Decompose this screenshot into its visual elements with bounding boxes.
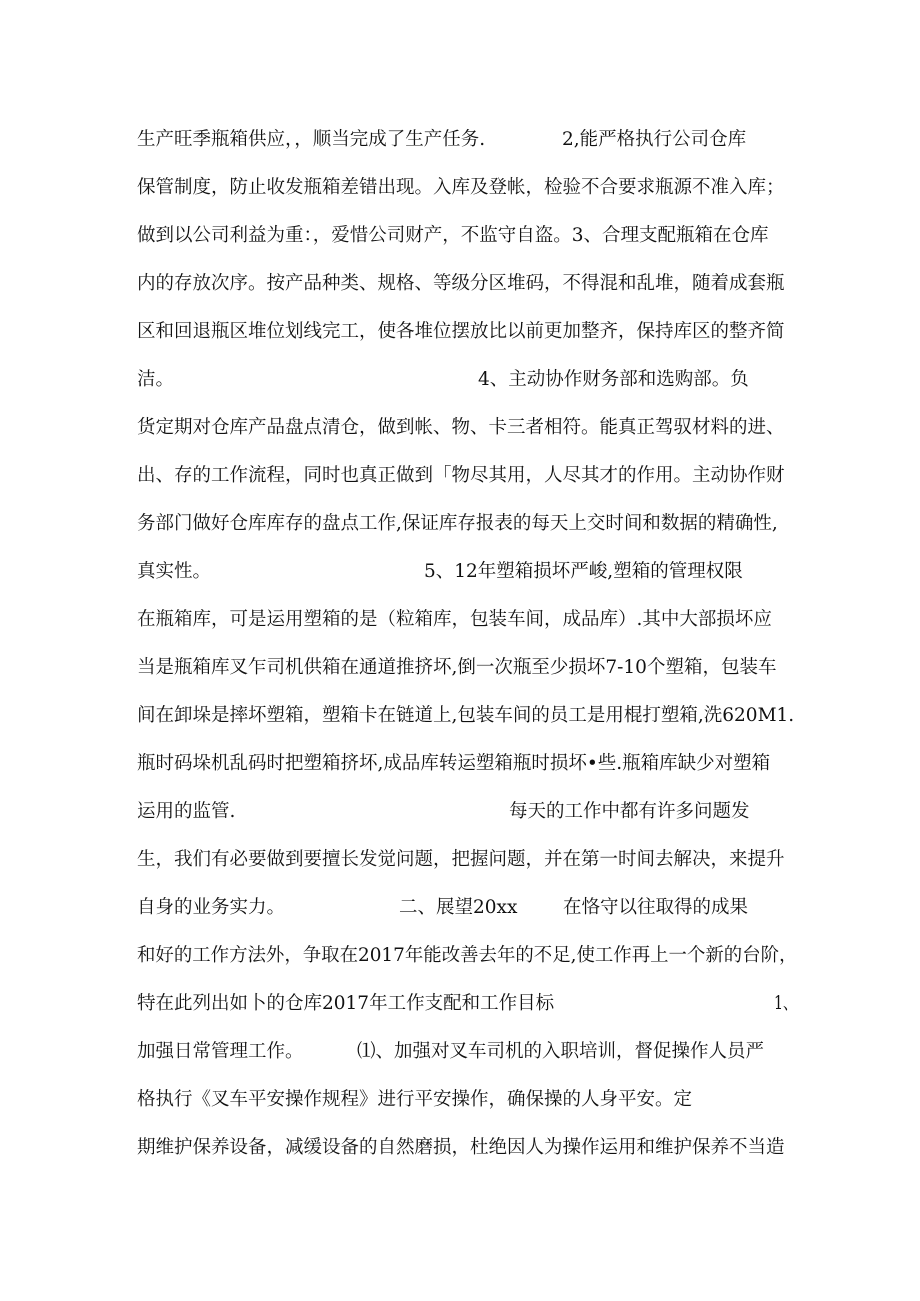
- text-line-2: [137, 171, 797, 205]
- text-line-17: [137, 891, 797, 925]
- line-1-part-2: 2,能严格执行公司仓库: [562, 129, 747, 150]
- line-13-part-1: 间在卸垛是摔坏塑箱，塑箱卡在链道上,包装车间的员工是用棍打塑箱,洗620M1.: [137, 705, 795, 726]
- line-19-part-1: 特在此列出如卜的仓库2017年工作支配和工作目标: [137, 993, 555, 1014]
- text-line-9: [137, 507, 797, 541]
- line-20-part-1: 加强日常管理工作。: [137, 1041, 304, 1062]
- line-17-part-3: 在恪守以往取得的成果: [563, 897, 749, 918]
- line-10-part-1: 真实性。: [137, 561, 212, 582]
- text-line-22: [137, 1131, 797, 1165]
- text-line-3: [137, 219, 797, 253]
- text-line-18: [137, 939, 797, 973]
- text-line-1: [137, 123, 797, 157]
- line-6-part-2: 4、主动协作财务部和选购部。负: [478, 369, 749, 390]
- text-line-4: [137, 267, 797, 301]
- line-5-part-1: 区和回退瓶区堆位划线完工，使各堆位摆放比以前更加整齐，保持库区的整齐简: [137, 321, 785, 342]
- line-1-part-1: 生产旺季瓶箱供应，，顺当完成了生产任务.: [137, 129, 486, 150]
- line-17-part-1: 自身的业务实力。: [137, 897, 286, 918]
- line-7-part-1: 货定期对仓库产品盘点清仓，做到帐、物、卡三者相符。能真正驾驭材料的进、: [137, 417, 785, 438]
- text-line-8: [137, 459, 797, 493]
- line-10-part-2: 5、12年塑箱损坏严峻,塑箱的管理权限: [424, 561, 743, 582]
- text-line-11: [137, 603, 797, 637]
- text-line-16: [137, 843, 797, 877]
- text-line-15: [137, 795, 797, 829]
- line-14-part-1: 瓶时码垛机乱码时把塑箱挤坏,成品库转运塑箱瓶时损坏•些.瓶箱库缺少对塑箱: [137, 753, 771, 774]
- line-6-part-1: 洁。: [137, 369, 175, 390]
- line-16-part-1: 生，我们有必要做到要擅长发觉问题，把握问题，并在第一时间去解决，来提升: [137, 849, 785, 870]
- text-line-21: [137, 1083, 797, 1117]
- line-4-part-1: 内的存放次序。按产品种类、规格、等级分区堆码，不得混和乱堆，随着成套瓶: [137, 273, 785, 294]
- text-line-10: [137, 555, 797, 589]
- line-3-part-1: 做到以公司利益为重：，爱惜公司财产，不监守自盗。3、合理支配瓶箱在仓库: [137, 225, 769, 246]
- line-8-part-1: 出、存的工作流程，同时也真正做到「物尽其用，人尽其才的作用。主动协作财: [137, 465, 785, 486]
- line-2-part-1: 保管制度，防止收发瓶箱差错出现。入库及登帐，检验不合要求瓶源不准入库；: [137, 177, 785, 198]
- text-line-6: [137, 363, 797, 397]
- line-11-part-1: 在瓶箱库，可是运用塑箱的是（粒箱库，包装车间，成品库）.其中大部损坏应: [137, 609, 772, 630]
- text-line-7: [137, 411, 797, 445]
- line-12-part-1: 当是瓶箱库叉乍司机供箱在通道推挤坏,倒一次瓶至少损坏7-10个塑箱，包装车: [137, 657, 777, 678]
- line-9-part-1: 务部门做好仓库库存的盘点工作,保证库存报表的每天上交时间和数据的精确性,: [137, 513, 778, 534]
- line-20-part-2: ⑴、加强对叉车司机的入职培训，督促操作人员严: [357, 1041, 765, 1062]
- line-15-part-2: 每天的工作中都有许多问题发: [509, 801, 750, 822]
- line-17-part-2: 二、展望20xx: [399, 897, 518, 918]
- text-line-20: [137, 1035, 797, 1069]
- line-18-part-1: 和好的工作方法外，争取在2017年能改善去年的不足,使工作再上一个新的台阶，: [137, 945, 798, 966]
- text-line-12: [137, 651, 797, 685]
- text-line-19: [137, 987, 797, 1021]
- line-21-part-1: 格执行《叉车平安操作规程》进行平安操作，确保操的人身平安。定: [137, 1089, 693, 1110]
- line-22-part-1: 期维护保养设备，减缓设备的自然磨损，杜绝因人为操作运用和维护保养不当造: [137, 1137, 785, 1158]
- line-19-part-2: 1、: [774, 993, 798, 1014]
- text-line-13: [137, 699, 797, 733]
- text-line-5: [137, 315, 797, 349]
- line-15-part-1: 运用的监管.: [137, 801, 236, 822]
- text-line-14: [137, 747, 797, 781]
